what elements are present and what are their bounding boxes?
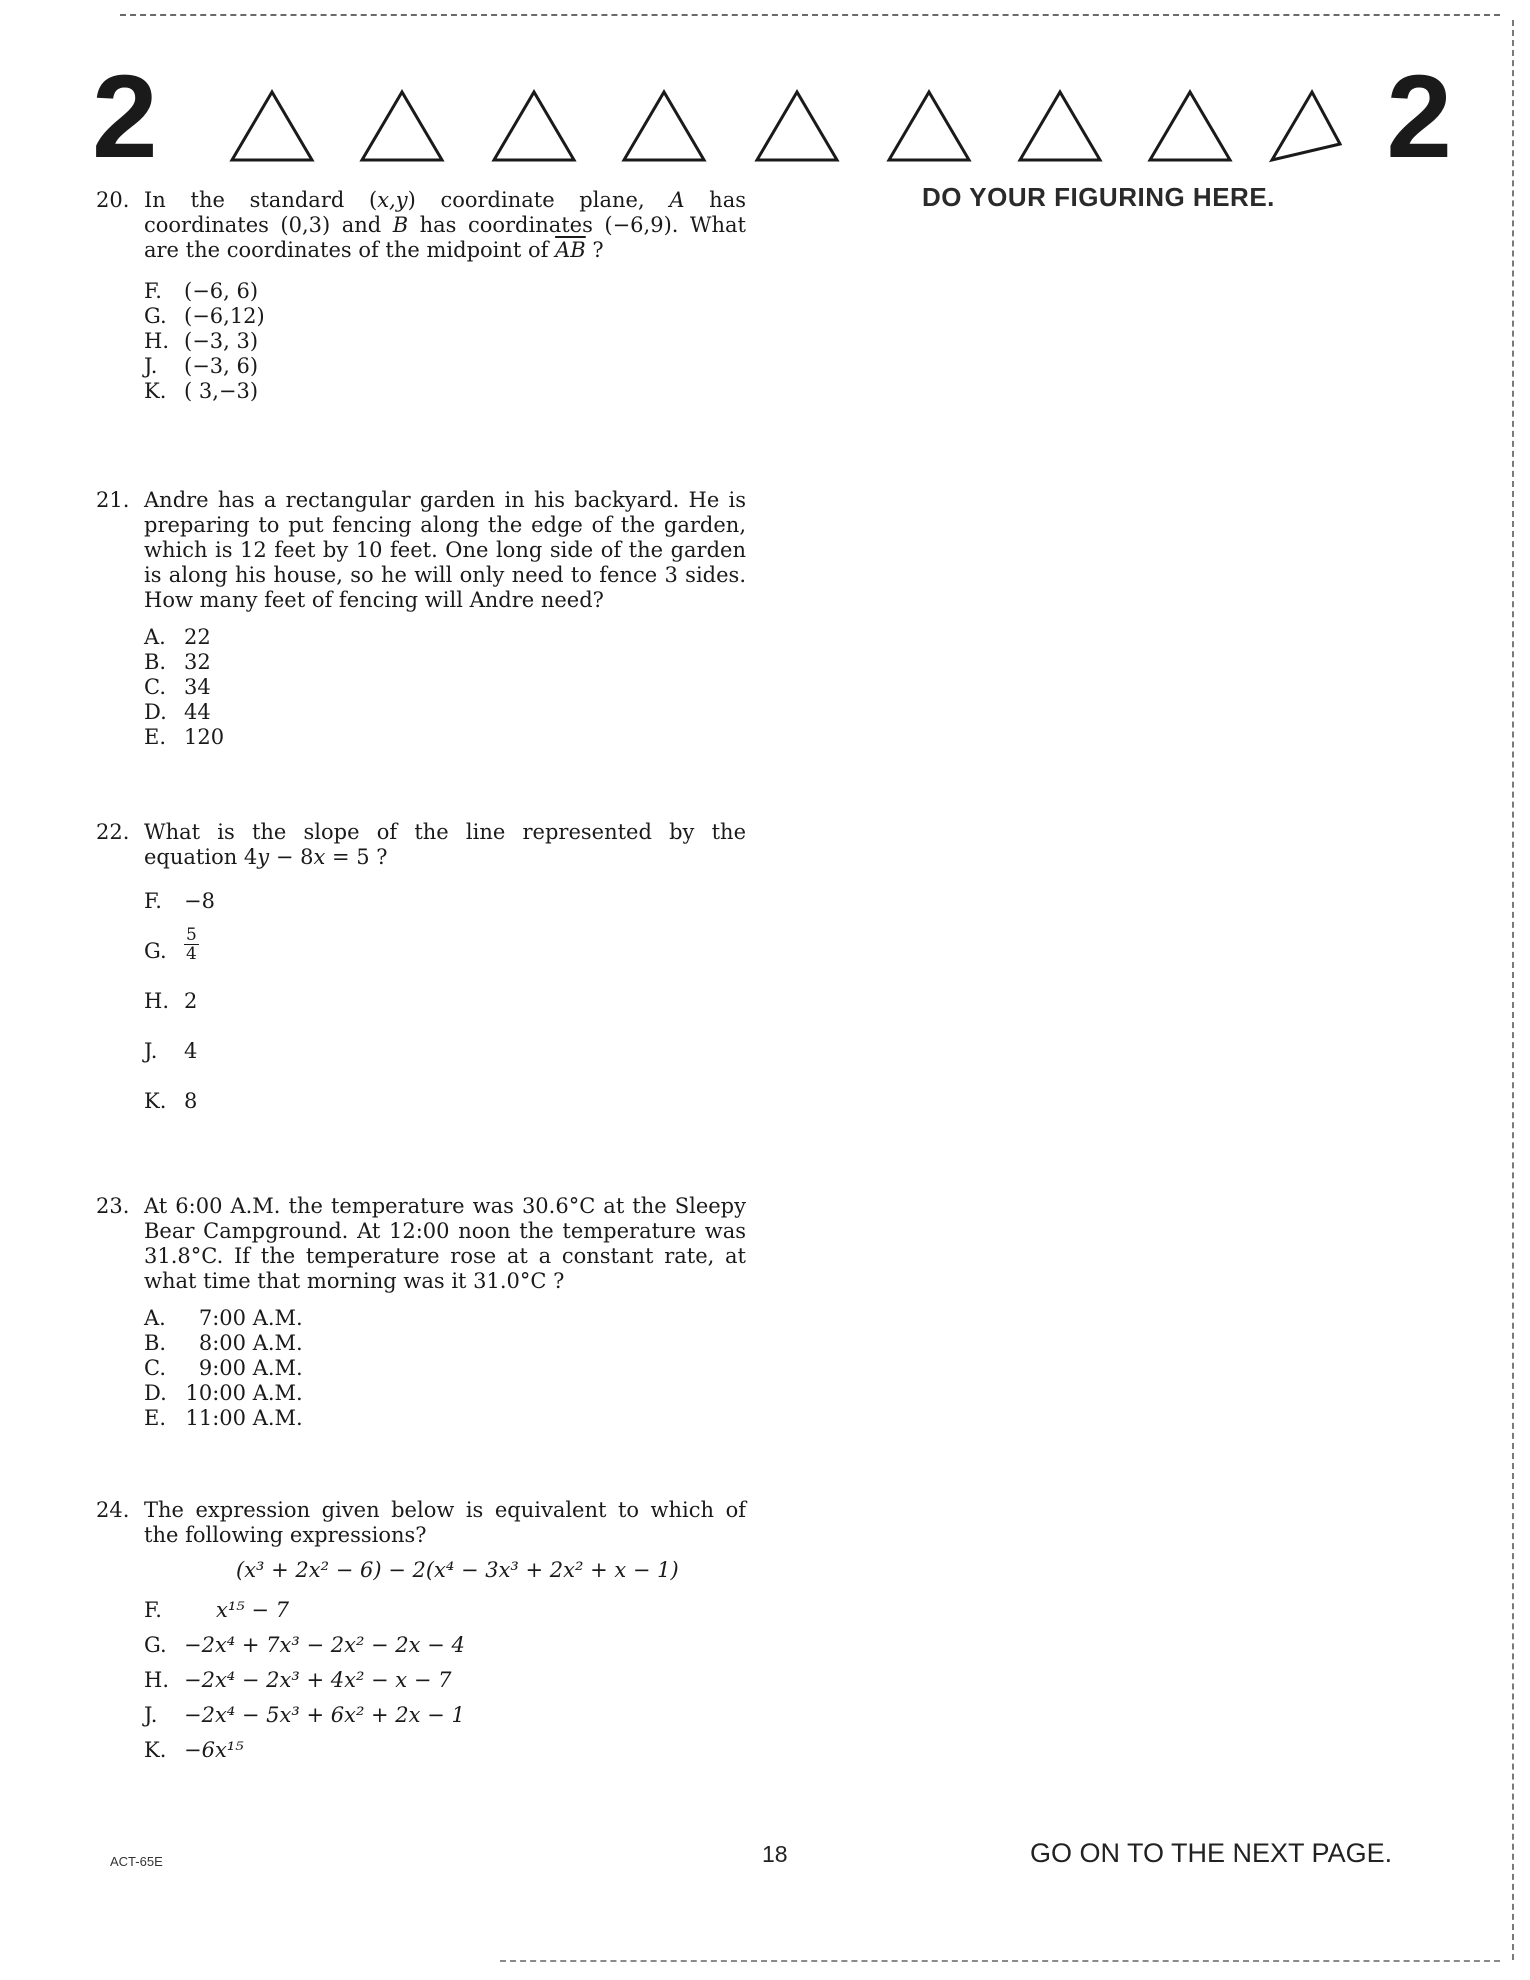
answer-option[interactable]: E. 11:00 A.M.: [144, 1406, 303, 1430]
answer-option[interactable]: D. 44: [144, 700, 211, 724]
answer-option[interactable]: G. (−6,12): [144, 304, 265, 328]
question-22: [96, 820, 746, 1126]
question-number: 20.: [96, 188, 130, 212]
answer-option[interactable]: K. 8: [144, 1089, 198, 1113]
next-page-note: GO ON TO THE NEXT PAGE.: [1030, 1838, 1393, 1868]
answer-options: [144, 1593, 746, 1768]
triangle-icon: [1150, 92, 1230, 160]
answer-option[interactable]: J. −2x⁴ − 5x³ + 6x² + 2x − 1: [144, 1703, 465, 1727]
question-stem: In the standard (x,y) coordinate plane, A has coordinates (0,3) and B has coordinates (−6,9). What are the coordinates of the midpoint of $\overline{AB}$ ?: [144, 188, 746, 262]
triangle-icon: [494, 92, 574, 160]
answer-option[interactable]: K. −6x¹⁵: [144, 1738, 244, 1762]
answer-option[interactable]: F. (−6, 6): [144, 279, 259, 303]
section-number-right: 2: [1386, 51, 1452, 183]
answer-option[interactable]: K. ( 3,−3): [144, 379, 259, 403]
triangle-icon: [624, 92, 704, 160]
answer-option[interactable]: F. −8: [144, 889, 215, 913]
answer-option[interactable]: A. 7:00 A.M.: [144, 1306, 303, 1330]
question-number: 23.: [96, 1194, 130, 1218]
question-24: [96, 1498, 746, 1768]
section-number-left: 2: [92, 51, 158, 183]
triangle-icon: [1272, 92, 1340, 160]
question-number: 21.: [96, 488, 130, 512]
question-number: 22.: [96, 820, 130, 844]
question-stem: Andre has a rectangular garden in his backyard. He is preparing to put fencing along the edge of the garden, which is 12 feet by 10 feet. One long side of the garden is along his house, so he will only need to fence 3 sides. How many feet of fencing will Andre need?: [144, 488, 746, 612]
answer-option[interactable]: H. −2x⁴ − 2x³ + 4x² − x − 7: [144, 1668, 452, 1692]
answer-option[interactable]: J. (−3, 6): [144, 354, 259, 378]
question-20: [96, 188, 746, 404]
section-header: [92, 51, 1452, 183]
question-stem: The expression given below is equivalent to which of the following expressions?: [144, 1498, 746, 1547]
answer-option[interactable]: H. (−3, 3): [144, 329, 259, 353]
scan-edge-top: [120, 14, 1500, 16]
answer-option[interactable]: B. 8:00 A.M.: [144, 1331, 303, 1355]
given-expression: (x³ + 2x² − 6) − 2(x⁴ − 3x³ + 2x² + x − 1): [236, 1558, 679, 1582]
scan-edge-bottom: [500, 1960, 1500, 1962]
triangle-icon: [757, 92, 837, 160]
triangle-icon: [889, 92, 969, 160]
scan-edge-right: [1512, 20, 1514, 1960]
answer-options: [144, 279, 746, 404]
question-stem: At 6:00 A.M. the temperature was 30.6°C at the Sleepy Bear Campground. At 12:00 noon the temperature was 31.8°C. If the temperature rose at a constant rate, at what time that morning was it 31.0°C ?: [144, 1194, 746, 1293]
question-number: 24.: [96, 1498, 130, 1522]
answer-option[interactable]: J. 4: [144, 1039, 198, 1063]
fraction: $\frac{5}{4}$: [186, 925, 197, 964]
answer-option[interactable]: C. 9:00 A.M.: [144, 1356, 303, 1380]
answer-option[interactable]: H. 2: [144, 989, 198, 1013]
triangle-icon: [232, 92, 312, 160]
question-23: [96, 1194, 746, 1431]
answer-option[interactable]: C. 34: [144, 675, 211, 699]
answer-options: [144, 625, 746, 750]
answer-option[interactable]: E. 120: [144, 725, 225, 749]
triangle-icon: [1020, 92, 1100, 160]
answer-options: [144, 876, 746, 1126]
question-stem: What is the slope of the line represented by the equation 4y − 8x = 5 ?: [144, 820, 746, 869]
form-code: ACT-65E: [110, 1854, 163, 1869]
answer-option[interactable]: B. 32: [144, 650, 211, 674]
triangle-row: [212, 84, 1342, 164]
triangle-icon: [362, 92, 442, 160]
answer-option[interactable]: A. 22: [144, 625, 211, 649]
answer-option[interactable]: G. −2x⁴ + 7x³ − 2x² − 2x − 4: [144, 1633, 465, 1657]
page-number: 18: [762, 1841, 788, 1867]
answer-option[interactable]: G. $\frac{5}{4}$: [144, 926, 746, 976]
answer-option[interactable]: D. 10:00 A.M.: [144, 1381, 303, 1405]
figuring-note: DO YOUR FIGURING HERE.: [922, 182, 1275, 212]
answer-option[interactable]: F. x¹⁵ − 7: [144, 1598, 289, 1622]
answer-options: [144, 1306, 746, 1431]
question-21: [96, 488, 746, 750]
